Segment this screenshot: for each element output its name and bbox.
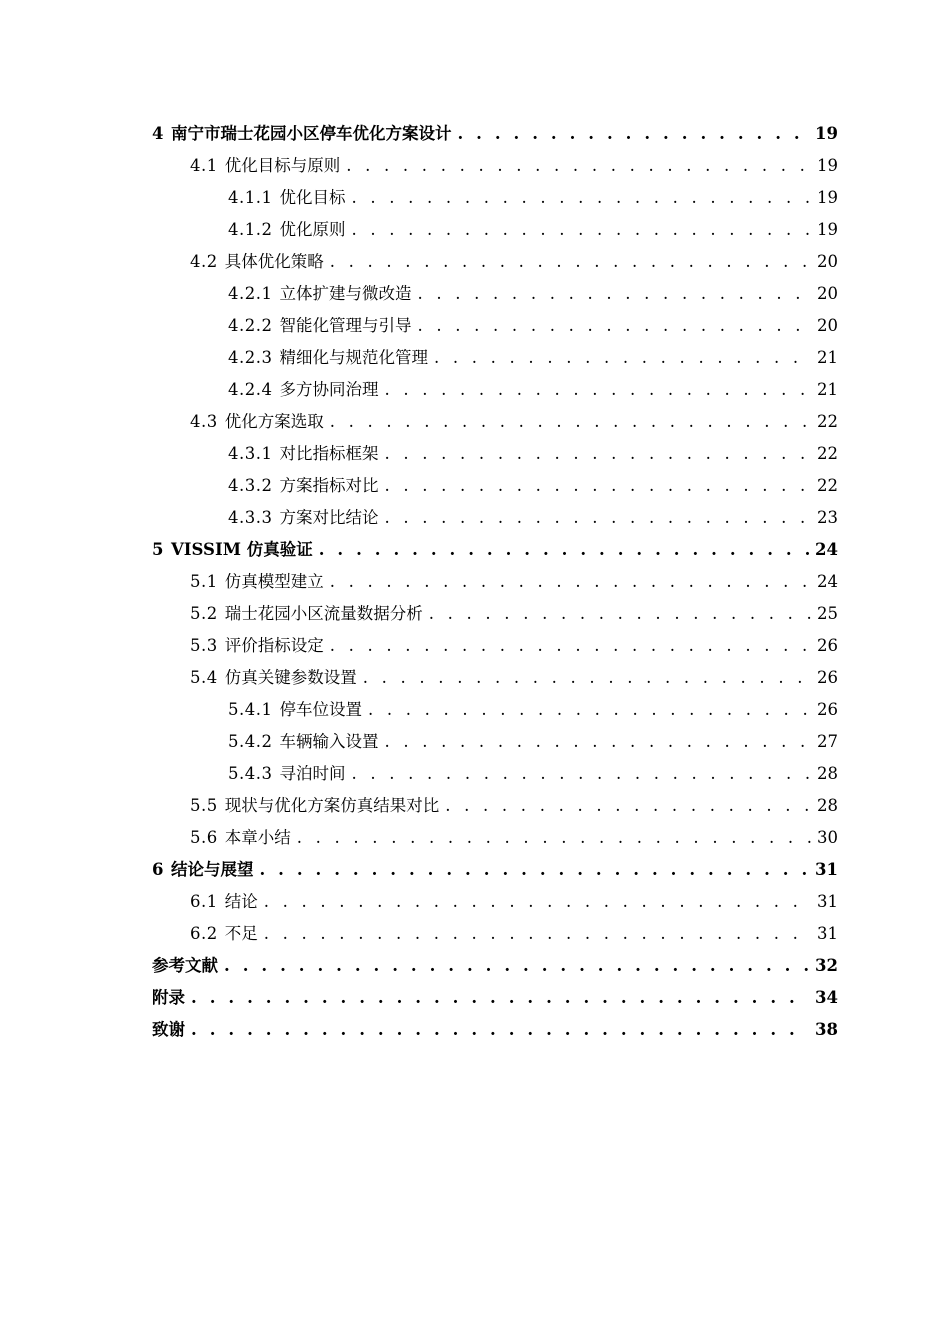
toc-entry-number: 5.5 xyxy=(190,796,218,815)
dot-leader xyxy=(346,150,811,182)
dot-leader xyxy=(224,950,809,982)
toc-entry-title: 本章小结 xyxy=(224,828,291,847)
toc-entry[interactable] xyxy=(152,534,838,566)
dot-leader xyxy=(368,694,811,726)
toc-entry-title: VISSIM 仿真验证 xyxy=(170,540,313,559)
toc-entry-title: 优化目标 xyxy=(279,188,346,207)
toc-entry-number: 5.4 xyxy=(190,668,218,687)
toc-entry[interactable] xyxy=(152,982,838,1014)
toc-entry-number: 6 xyxy=(152,860,164,879)
toc-entry-title: 精细化与规范化管理 xyxy=(279,348,428,367)
toc-entry-number: 5.4.2 xyxy=(228,732,273,751)
dot-leader xyxy=(319,534,809,566)
toc-entry-page: 22 xyxy=(817,476,838,495)
toc-entry[interactable] xyxy=(152,246,838,278)
toc-entry[interactable] xyxy=(152,822,838,854)
toc-entry-number: 5 xyxy=(152,540,164,559)
toc-entry-title: 致谢 xyxy=(152,1020,185,1039)
toc-entry-title: 仿真模型建立 xyxy=(224,572,324,591)
toc-entry-page: 38 xyxy=(815,1020,838,1039)
dot-leader xyxy=(445,790,811,822)
toc-entry[interactable] xyxy=(152,406,838,438)
toc-entry-page: 20 xyxy=(817,316,838,335)
toc-entry-page: 34 xyxy=(815,988,838,1007)
toc-entry-page: 19 xyxy=(817,220,838,239)
toc-entry[interactable] xyxy=(152,950,838,982)
toc-entry-title: 结论与展望 xyxy=(170,860,254,879)
toc-entry-page: 20 xyxy=(817,284,838,303)
toc-entry-title: 智能化管理与引导 xyxy=(279,316,412,335)
toc-entry-title: 立体扩建与微改造 xyxy=(279,284,412,303)
toc-entry-title: 方案指标对比 xyxy=(279,476,379,495)
toc-entry[interactable] xyxy=(152,598,838,630)
toc-entry-page: 32 xyxy=(815,956,838,975)
toc-entry-page: 26 xyxy=(817,668,838,687)
toc-entry-title: 对比指标框架 xyxy=(279,444,379,463)
toc-entry-number: 4.2.2 xyxy=(228,316,273,335)
toc-entry-title: 停车位设置 xyxy=(279,700,362,719)
toc-entry-title: 不足 xyxy=(224,924,258,943)
toc-entry[interactable] xyxy=(152,150,838,182)
toc-entry[interactable] xyxy=(152,662,838,694)
toc-entry-number: 5.2 xyxy=(190,604,218,623)
toc-entry-title: 具体优化策略 xyxy=(224,252,324,271)
toc-entry-title: 方案对比结论 xyxy=(279,508,379,527)
toc-entry-number: 4.1.1 xyxy=(228,188,273,207)
toc-entry-number: 4 xyxy=(152,124,164,143)
dot-leader xyxy=(457,118,809,150)
dot-leader xyxy=(264,886,811,918)
toc-entry-page: 28 xyxy=(817,796,838,815)
dot-leader xyxy=(417,310,811,342)
toc-entry-title: 多方协同治理 xyxy=(279,380,379,399)
toc-entry[interactable] xyxy=(152,470,838,502)
dot-leader xyxy=(330,406,811,438)
toc-entry-title: 仿真关键参数设置 xyxy=(224,668,357,687)
toc-entry-title: 寻泊时间 xyxy=(279,764,346,783)
dot-leader xyxy=(191,1014,809,1046)
toc-entry[interactable] xyxy=(152,438,838,470)
dot-leader xyxy=(330,630,811,662)
toc-entry-number: 4.3.1 xyxy=(228,444,273,463)
toc-entry-page: 31 xyxy=(817,892,838,911)
dot-leader xyxy=(417,278,811,310)
dot-leader xyxy=(264,918,811,950)
toc-entry-number: 4.3.3 xyxy=(228,508,273,527)
toc-entry-page: 25 xyxy=(817,604,838,623)
toc-entry[interactable] xyxy=(152,502,838,534)
toc-entry-page: 22 xyxy=(817,412,838,431)
toc-entry[interactable] xyxy=(152,758,838,790)
dot-leader xyxy=(363,662,811,694)
dot-leader xyxy=(384,374,811,406)
toc-entry-page: 30 xyxy=(817,828,838,847)
toc-entry[interactable] xyxy=(152,342,838,374)
toc-entry[interactable] xyxy=(152,278,838,310)
toc-entry-number: 4.1 xyxy=(190,156,218,175)
toc-entry[interactable] xyxy=(152,854,838,886)
toc-entry-page: 24 xyxy=(815,540,838,559)
toc-entry[interactable] xyxy=(152,630,838,662)
toc-entry-title: 结论 xyxy=(224,892,258,911)
dot-leader xyxy=(384,726,811,758)
toc-entry-page: 24 xyxy=(817,572,838,591)
toc-entry-page: 31 xyxy=(815,860,838,879)
toc-entry-number: 6.2 xyxy=(190,924,218,943)
dot-leader xyxy=(351,214,811,246)
toc-entry-number: 4.2 xyxy=(190,252,218,271)
toc-entry-page: 20 xyxy=(817,252,838,271)
toc-entry-page: 31 xyxy=(817,924,838,943)
toc-entry-title: 评价指标设定 xyxy=(224,636,324,655)
toc-entry-title: 现状与优化方案仿真结果对比 xyxy=(224,796,440,815)
toc-entry-number: 6.1 xyxy=(190,892,218,911)
toc-entry-title: 南宁市瑞士花园小区停车优化方案设计 xyxy=(170,124,452,143)
toc-entry[interactable] xyxy=(152,374,838,406)
toc-entry-title: 优化原则 xyxy=(279,220,346,239)
toc-entry[interactable] xyxy=(152,182,838,214)
toc-entry-page: 26 xyxy=(817,700,838,719)
toc-entry[interactable] xyxy=(152,918,838,950)
toc-entry-page: 22 xyxy=(817,444,838,463)
dot-leader xyxy=(191,982,809,1014)
table-of-contents xyxy=(152,118,838,1046)
toc-entry-number: 5.3 xyxy=(190,636,218,655)
toc-entry-number: 4.2.3 xyxy=(228,348,273,367)
dot-leader xyxy=(384,438,811,470)
toc-entry-title: 优化方案选取 xyxy=(224,412,324,431)
toc-entry-page: 21 xyxy=(817,380,838,399)
toc-entry[interactable] xyxy=(152,694,838,726)
toc-entry[interactable] xyxy=(152,214,838,246)
toc-entry-number: 4.2.4 xyxy=(228,380,273,399)
toc-entry-title: 车辆输入设置 xyxy=(279,732,379,751)
toc-entry-number: 5.6 xyxy=(190,828,218,847)
toc-entry-number: 5.4.3 xyxy=(228,764,273,783)
toc-entry-page: 19 xyxy=(815,124,838,143)
dot-leader xyxy=(429,598,811,630)
toc-entry-page: 19 xyxy=(817,156,838,175)
dot-leader xyxy=(384,470,811,502)
dot-leader xyxy=(330,566,811,598)
toc-entry-page: 27 xyxy=(817,732,838,751)
toc-entry-page: 21 xyxy=(817,348,838,367)
toc-entry-number: 4.1.2 xyxy=(228,220,273,239)
toc-entry[interactable] xyxy=(152,726,838,758)
dot-leader xyxy=(330,246,811,278)
toc-entry-title: 优化目标与原则 xyxy=(224,156,341,175)
toc-entry-title: 参考文献 xyxy=(152,956,218,975)
toc-entry-page: 19 xyxy=(817,188,838,207)
toc-entry-number: 4.2.1 xyxy=(228,284,273,303)
toc-entry-title: 瑞士花园小区流量数据分析 xyxy=(224,604,423,623)
toc-entry-number: 5.4.1 xyxy=(228,700,273,719)
toc-entry[interactable] xyxy=(152,566,838,598)
dot-leader xyxy=(434,342,811,374)
toc-entry-page: 28 xyxy=(817,764,838,783)
toc-entry-number: 4.3 xyxy=(190,412,218,431)
toc-entry[interactable] xyxy=(152,1014,838,1046)
toc-entry[interactable] xyxy=(152,118,838,150)
dot-leader xyxy=(297,822,811,854)
dot-leader xyxy=(384,502,811,534)
dot-leader xyxy=(259,854,809,886)
dot-leader xyxy=(351,182,811,214)
toc-entry[interactable] xyxy=(152,790,838,822)
toc-entry-page: 23 xyxy=(817,508,838,527)
toc-entry[interactable] xyxy=(152,310,838,342)
dot-leader xyxy=(351,758,811,790)
toc-entry-number: 5.1 xyxy=(190,572,218,591)
toc-entry-number: 4.3.2 xyxy=(228,476,273,495)
toc-entry[interactable] xyxy=(152,886,838,918)
toc-entry-page: 26 xyxy=(817,636,838,655)
toc-entry-title: 附录 xyxy=(152,988,185,1007)
